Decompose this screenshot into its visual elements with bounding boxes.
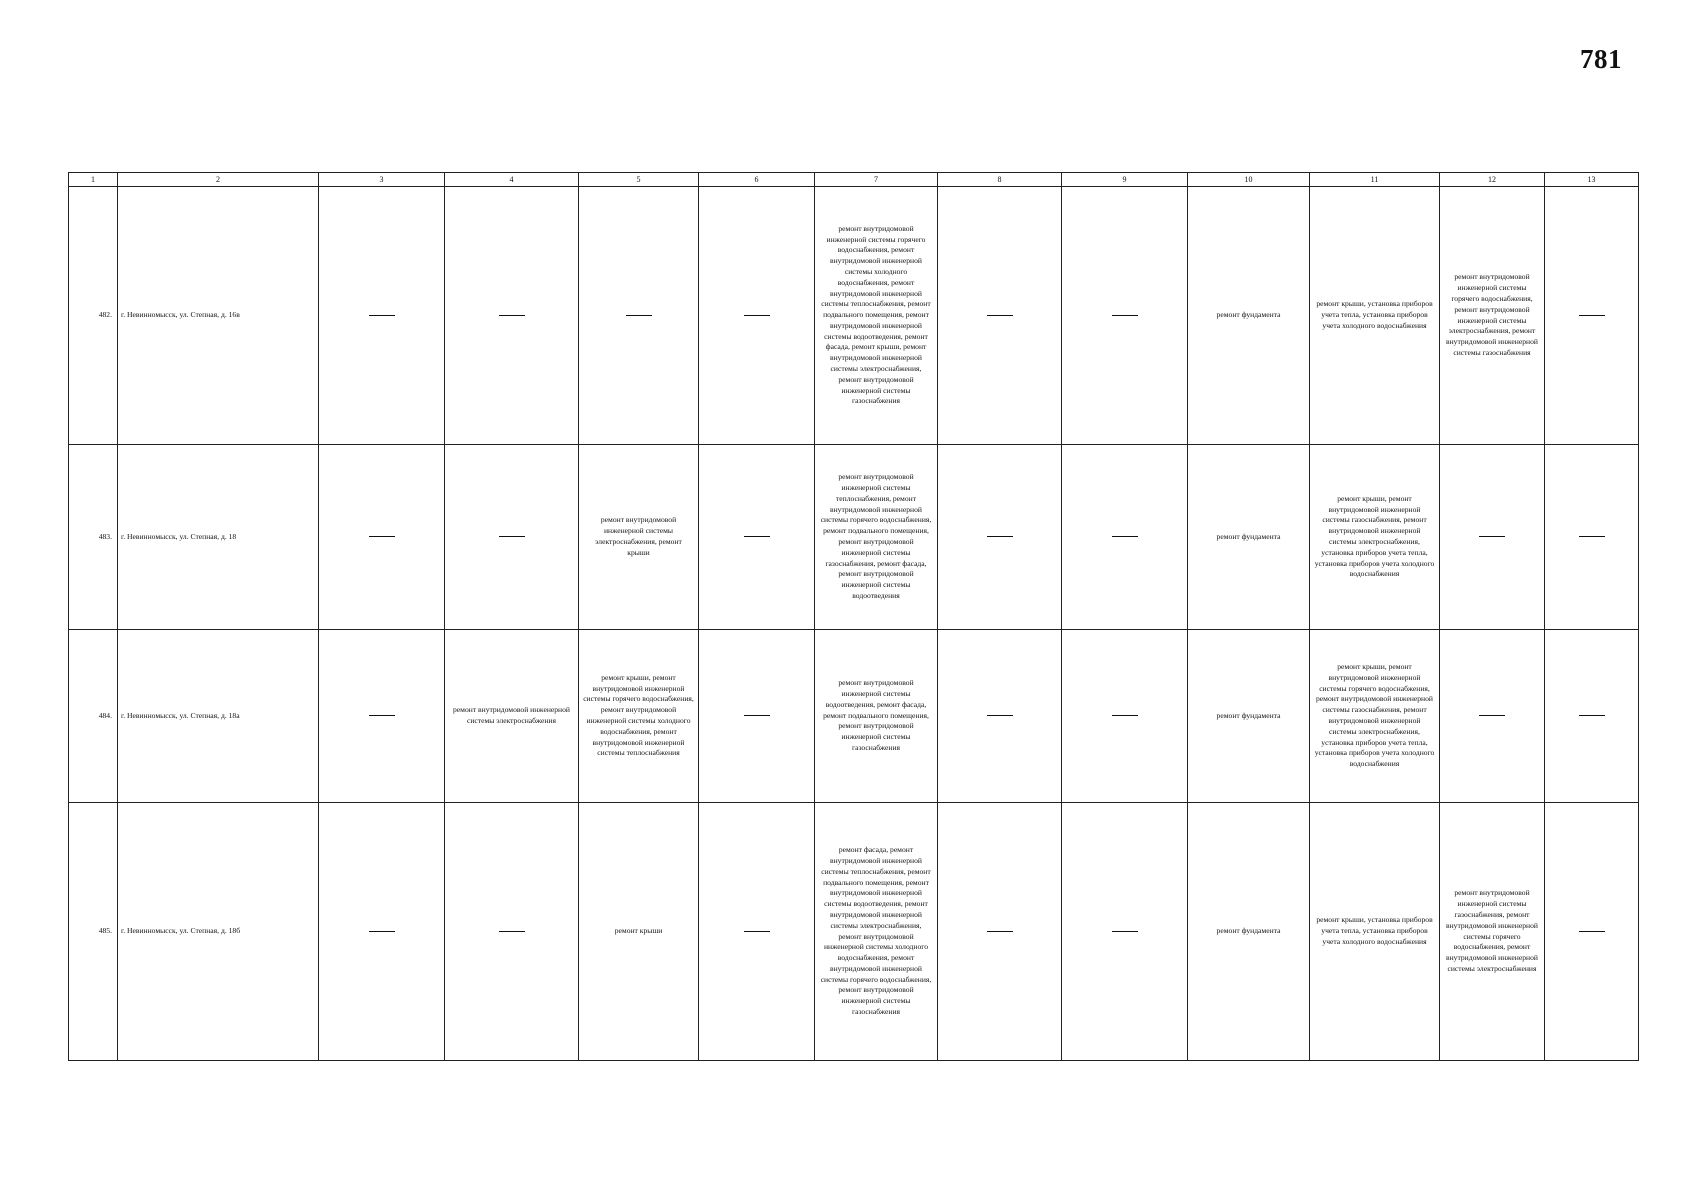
table-cell: ремонт внутридомовой инженерной системы электроснабжения, ремонт крыши bbox=[579, 445, 699, 630]
column-header: 7 bbox=[815, 173, 938, 187]
column-header: 10 bbox=[1188, 173, 1310, 187]
empty-dash bbox=[744, 931, 770, 932]
column-header: 4 bbox=[445, 173, 579, 187]
table-cell bbox=[1545, 187, 1639, 445]
column-header: 8 bbox=[938, 173, 1062, 187]
empty-dash bbox=[369, 536, 395, 537]
table-cell: ремонт крыши, установка приборов учета тепла, установка приборов учета холодного водоснабжения bbox=[1310, 187, 1440, 445]
table-cell bbox=[319, 803, 445, 1061]
column-header: 2 bbox=[118, 173, 319, 187]
table-cell: ремонт фундамента bbox=[1188, 445, 1310, 630]
column-number-header-row bbox=[69, 173, 1639, 187]
empty-dash bbox=[1579, 715, 1605, 716]
table-cell bbox=[1062, 445, 1188, 630]
empty-dash bbox=[499, 931, 525, 932]
table-cell bbox=[319, 187, 445, 445]
table-cell: ремонт внутридомовой инженерной системы теплоснабжения, ремонт внутридомовой инженерной системы горячего водоснабжения, ремонт подвального помещения, ремонт внутридомовой инженерной системы газоснабжения, ремонт фасада, ремонт внутридомовой инженерной системы водоотведения bbox=[815, 445, 938, 630]
table-cell: ремонт фундамента bbox=[1188, 187, 1310, 445]
address-cell: г. Невинномысск, ул. Степная, д. 18а bbox=[118, 630, 319, 803]
table-cell: ремонт внутридомовой инженерной системы газоснабжения, ремонт внутридомовой инженерной системы горячего водоснабжения, ремонт внутридомовой инженерной системы электроснабжения bbox=[1440, 803, 1545, 1061]
address-cell: г. Невинномысск, ул. Степная, д. 18б bbox=[118, 803, 319, 1061]
table-cell bbox=[319, 445, 445, 630]
table-cell bbox=[699, 803, 815, 1061]
empty-dash bbox=[1479, 536, 1505, 537]
column-header: 1 bbox=[69, 173, 118, 187]
table-cell: ремонт крыши bbox=[579, 803, 699, 1061]
row-number: 484. bbox=[69, 630, 118, 803]
table-cell: ремонт внутридомовой инженерной системы горячего водоснабжения, ремонт внутридомовой инженерной системы холодного водоснабжения, ремонт внутридомовой инженерной системы теплоснабжения, ремонт подвального помещения, ремонт внутридомовой инженерной системы водоотведения, ремонт фасада, ремонт крыши, ремонт внутридомовой инженерной системы электроснабжения, ремонт внутридомовой инженерной системы газоснабжения bbox=[815, 187, 938, 445]
address-cell: г. Невинномысск, ул. Степная, д. 16в bbox=[118, 187, 319, 445]
table-cell bbox=[1062, 630, 1188, 803]
empty-dash bbox=[626, 315, 652, 316]
column-header: 6 bbox=[699, 173, 815, 187]
row-number: 482. bbox=[69, 187, 118, 445]
column-header: 9 bbox=[1062, 173, 1188, 187]
table-cell bbox=[938, 187, 1062, 445]
table-cell: ремонт крыши, ремонт внутридомовой инженерной системы газоснабжения, ремонт внутридомовой инженерной системы электроснабжения, установка приборов учета тепла, установка приборов учета холодного водоснабжения bbox=[1310, 445, 1440, 630]
table-row bbox=[69, 803, 1639, 1061]
empty-dash bbox=[369, 315, 395, 316]
empty-dash bbox=[1579, 315, 1605, 316]
empty-dash bbox=[1579, 931, 1605, 932]
table-cell bbox=[699, 187, 815, 445]
address-cell: г. Невинномысск, ул. Степная, д. 18 bbox=[118, 445, 319, 630]
column-header: 13 bbox=[1545, 173, 1639, 187]
row-number: 483. bbox=[69, 445, 118, 630]
table-cell: ремонт крыши, установка приборов учета тепла, установка приборов учета холодного водоснабжения bbox=[1310, 803, 1440, 1061]
table-row bbox=[69, 630, 1639, 803]
empty-dash bbox=[369, 931, 395, 932]
page-number: 781 bbox=[1580, 44, 1622, 74]
empty-dash bbox=[744, 536, 770, 537]
table-cell bbox=[1440, 630, 1545, 803]
table-cell: ремонт фундамента bbox=[1188, 803, 1310, 1061]
table-row bbox=[69, 187, 1639, 445]
table-cell bbox=[579, 187, 699, 445]
table-cell bbox=[938, 803, 1062, 1061]
table-cell bbox=[938, 630, 1062, 803]
empty-dash bbox=[369, 715, 395, 716]
table-cell bbox=[699, 630, 815, 803]
row-number: 485. bbox=[69, 803, 118, 1061]
repair-schedule-table bbox=[68, 172, 1639, 1061]
empty-dash bbox=[1479, 715, 1505, 716]
table-cell bbox=[445, 187, 579, 445]
empty-dash bbox=[744, 315, 770, 316]
table-row bbox=[69, 445, 1639, 630]
empty-dash bbox=[987, 536, 1013, 537]
table-cell: ремонт внутридомовой инженерной системы горячего водоснабжения, ремонт внутридомовой инженерной системы электроснабжения, ремонт внутридомовой инженерной системы газоснабжения bbox=[1440, 187, 1545, 445]
table-cell bbox=[445, 445, 579, 630]
empty-dash bbox=[744, 715, 770, 716]
column-header: 11 bbox=[1310, 173, 1440, 187]
table-cell: ремонт крыши, ремонт внутридомовой инженерной системы горячего водоснабжения, ремонт внутридомовой инженерной системы холодного водоснабжения, ремонт внутридомовой инженерной системы теплоснабжения bbox=[579, 630, 699, 803]
table-cell bbox=[699, 445, 815, 630]
column-header: 3 bbox=[319, 173, 445, 187]
empty-dash bbox=[499, 315, 525, 316]
table-cell bbox=[1062, 803, 1188, 1061]
table-cell: ремонт крыши, ремонт внутридомовой инженерной системы горячего водоснабжения, ремонт внутридомовой инженерной системы газоснабжения, ремонт внутридомовой инженерной системы электроснабжения, установка приборов учета тепла, установка приборов учета холодного водоснабжения bbox=[1310, 630, 1440, 803]
empty-dash bbox=[1112, 715, 1138, 716]
table-cell bbox=[1062, 187, 1188, 445]
table-cell bbox=[1545, 630, 1639, 803]
column-header: 5 bbox=[579, 173, 699, 187]
table-cell: ремонт внутридомовой инженерной системы электроснабжения bbox=[445, 630, 579, 803]
table-cell bbox=[1545, 803, 1639, 1061]
table-cell: ремонт внутридомовой инженерной системы водоотведения, ремонт фасада, ремонт подвального помещения, ремонт внутридомовой инженерной системы газоснабжения bbox=[815, 630, 938, 803]
table-cell: ремонт фасада, ремонт внутридомовой инженерной системы теплоснабжения, ремонт подвального помещения, ремонт внутридомовой инженерной системы водоотведения, ремонт внутридомовой инженерной системы электроснабжения, ремонт внутридомовой инженерной системы холодного водоснабжения, ремонт внутридомовой инженерной системы горячего водоснабжения, ремонт внутридомовой инженерной системы газоснабжения bbox=[815, 803, 938, 1061]
empty-dash bbox=[1112, 931, 1138, 932]
table-cell bbox=[445, 803, 579, 1061]
table-cell: ремонт фундамента bbox=[1188, 630, 1310, 803]
table-cell bbox=[1545, 445, 1639, 630]
table-cell bbox=[938, 445, 1062, 630]
empty-dash bbox=[987, 315, 1013, 316]
empty-dash bbox=[1112, 536, 1138, 537]
empty-dash bbox=[987, 931, 1013, 932]
empty-dash bbox=[1579, 536, 1605, 537]
empty-dash bbox=[1112, 315, 1138, 316]
table-cell bbox=[1440, 445, 1545, 630]
empty-dash bbox=[987, 715, 1013, 716]
column-header: 12 bbox=[1440, 173, 1545, 187]
empty-dash bbox=[499, 536, 525, 537]
table-cell bbox=[319, 630, 445, 803]
